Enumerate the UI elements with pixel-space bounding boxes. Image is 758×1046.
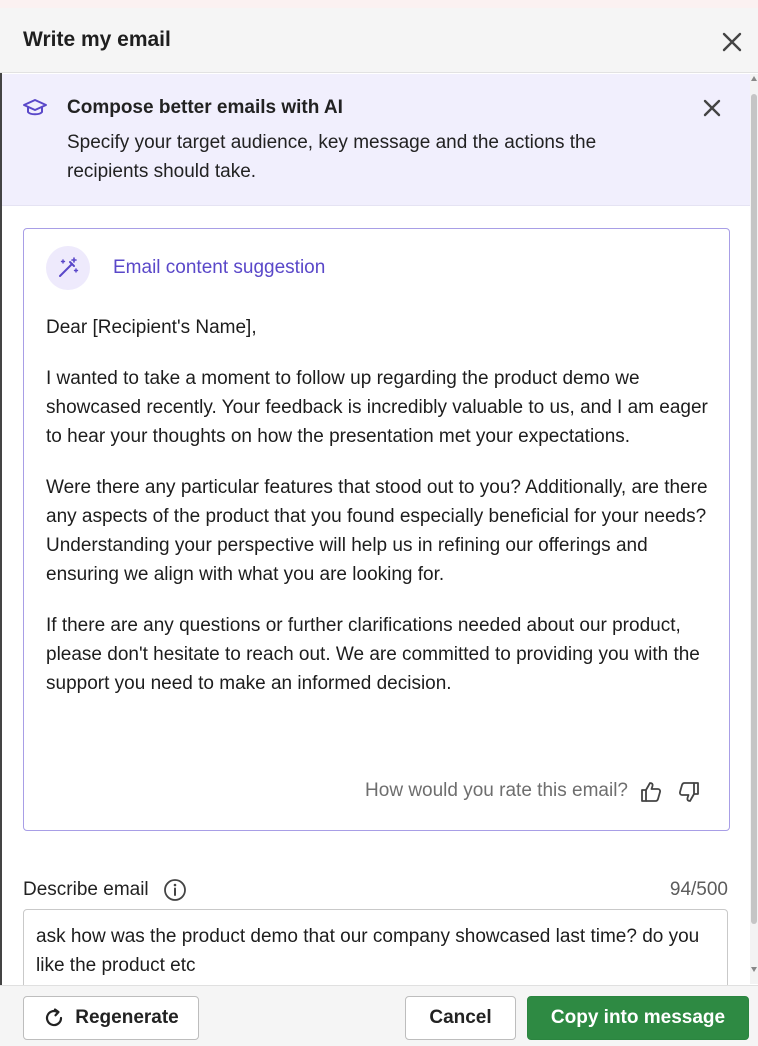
email-body xyxy=(46,313,714,720)
info-icon[interactable] xyxy=(163,878,187,902)
refresh-icon xyxy=(43,1007,65,1029)
scroll-down-arrow-icon[interactable] xyxy=(751,967,757,972)
copy-label: Copy into message xyxy=(550,1007,726,1028)
graduation-cap-icon xyxy=(22,95,48,121)
copy-into-message-button[interactable] xyxy=(527,996,749,1040)
dialog-header xyxy=(0,8,758,73)
ai-info-banner xyxy=(2,74,750,206)
banner-text: Specify your target audience, key message and the actions the recipients should take. xyxy=(67,132,597,182)
email-paragraph: I wanted to take a moment to follow up regarding the product demo we showcased recently. Your feedback is incredibly valuable to us, and I am eager to hear your thoughts on how the presentation met your expectations. xyxy=(46,368,708,447)
top-strip xyxy=(0,0,758,8)
thumbs-down-icon[interactable] xyxy=(677,780,701,804)
close-icon[interactable] xyxy=(698,94,726,122)
suggestion-title: Email content suggestion xyxy=(113,257,326,278)
thumbs-up-icon[interactable] xyxy=(639,780,663,804)
banner-title: Compose better emails with AI xyxy=(67,97,343,118)
describe-email-label: Describe email xyxy=(23,879,149,900)
scrollbar[interactable] xyxy=(750,74,758,984)
rating-row xyxy=(24,778,704,808)
magic-wand-icon xyxy=(46,246,90,290)
rating-prompt: How would you rate this email? xyxy=(365,780,628,801)
character-counter: 94/500 xyxy=(669,879,728,900)
describe-email-input[interactable]: ask how was the product demo that our company showcased last time? do you like the product etc xyxy=(23,909,728,1009)
email-paragraph: If there are any questions or further clarifications needed about our product, please don't hesitate to reach out. We are committed to providing you with the support you need to make an informed decision. xyxy=(46,615,700,694)
close-icon[interactable] xyxy=(718,28,746,56)
left-edge xyxy=(0,73,2,985)
email-suggestion-card xyxy=(23,228,730,831)
regenerate-button[interactable] xyxy=(23,996,199,1040)
dialog-footer xyxy=(0,985,758,1046)
email-paragraph: Were there any particular features that stood out to you? Additionally, are there any aspects of the product that you found especially beneficial for your needs? Understanding your perspective will help us in refining our offerings and ensuring we align with what you are looking for. xyxy=(46,477,708,585)
regenerate-label: Regenerate xyxy=(75,1007,179,1028)
scroll-up-arrow-icon[interactable] xyxy=(751,76,757,81)
cancel-label: Cancel xyxy=(429,1007,492,1028)
cancel-button[interactable] xyxy=(405,996,516,1040)
dialog-title: Write my email xyxy=(23,28,171,51)
email-greeting: Dear [Recipient's Name], xyxy=(46,317,257,338)
scroll-thumb[interactable] xyxy=(751,94,757,924)
